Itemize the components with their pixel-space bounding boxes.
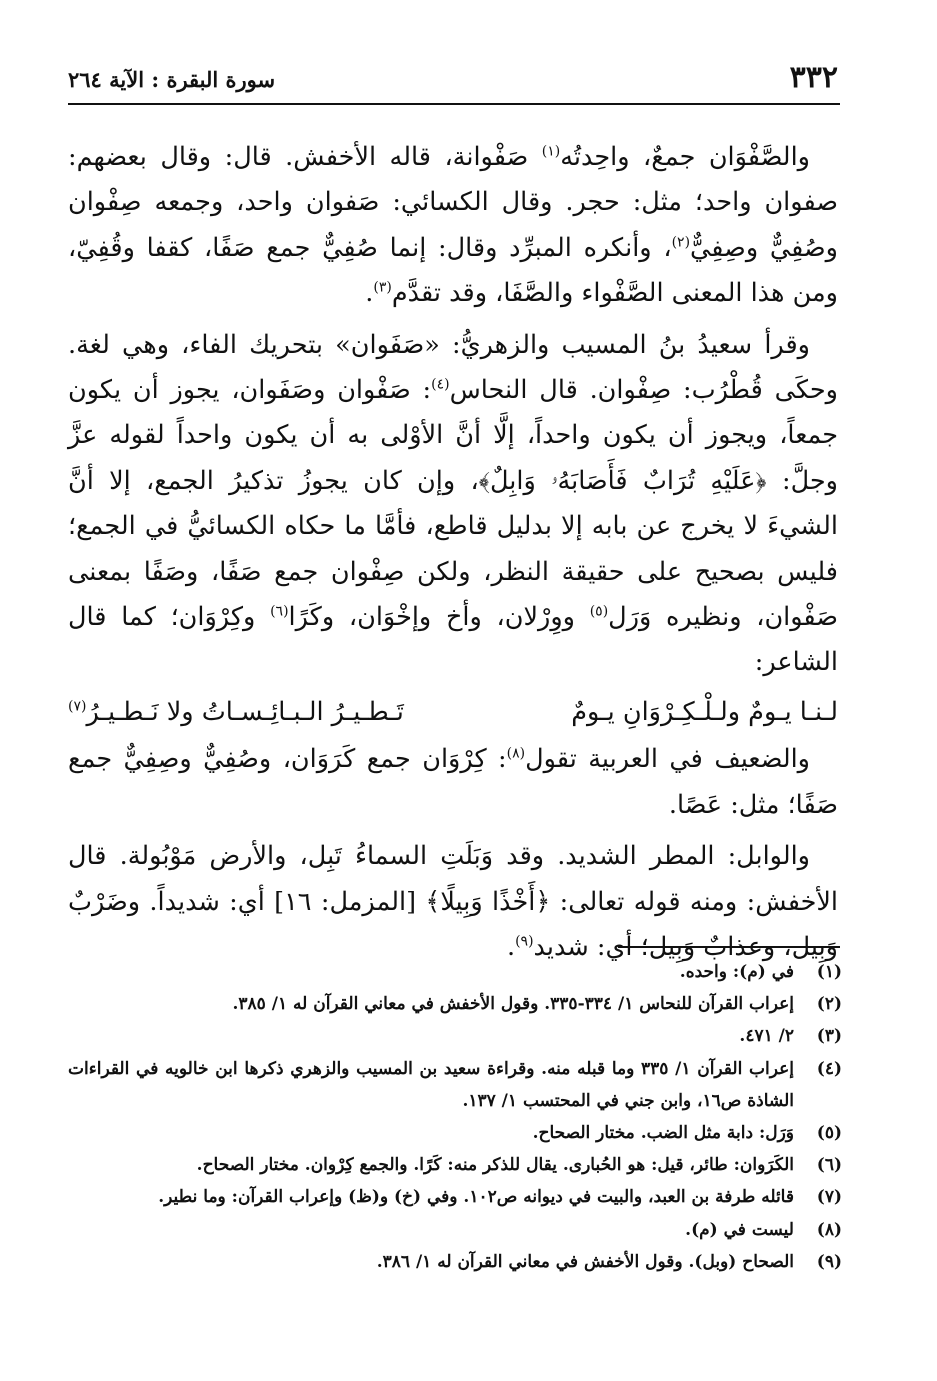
- footnote-number: (١): [816, 962, 842, 982]
- footnote-ref[interactable]: (٤): [431, 376, 450, 393]
- paragraph-weak-usage: والضعيف في العربية تقول$^{(٨)}$: كِرْوَان جمع كَرَوَان، وصُفِيٌّ وصِفِيٌّ جمع صَفًا؛ مثل: عَصًا.: [68, 744, 838, 820]
- footnote: [68, 1246, 842, 1278]
- footnote-ref[interactable]: (٥): [589, 603, 609, 620]
- footnote-ref[interactable]: (٧): [68, 698, 87, 715]
- footnote-number: (٢): [816, 994, 842, 1015]
- footnote-text: في (م): واحده.: [679, 962, 794, 982]
- footnote-number: (٤): [816, 1058, 842, 1079]
- footnote-text: ٢/ ٤٧١.: [739, 1026, 794, 1047]
- footnote: [68, 1214, 842, 1246]
- footnote-text: إعراب القرآن ١/ ٣٣٥ وما قبله منه. وقراءة سعيد بن المسيب والزهري ذكرها ابن خالويه في القراءات الشاذة ص١٦، وابن جني في المحتسب ١/ ١٣٧.: [68, 1058, 794, 1111]
- footnote-ref[interactable]: (٣): [373, 279, 392, 296]
- footnote: [68, 1053, 842, 1117]
- paragraph-safwan: والصَّفْوَان جمعٌ، واحِدتُه$^{(١)}$ صَفْوانة، قاله الأخفش. قال: وقال بعضهم: صفوان واحد؛ مثل: حجر. وقال الكسائي: صَفوان واحد، وجمعه صِفْوان وصُفِيٌّ وصِفِيٌّ$^{(٢)}$، وأنكره المبرِّد وقال: إنما صُفِيٌّ جمع صَفًا، كقفا وقُفِيّ، ومن هذا المعنى الصَّفْواء والصَّفَا، وقد تقدَّم$^{(٣)}$.: [68, 142, 838, 309]
- main-text: [68, 135, 838, 970]
- footnote-text: ليست في (م).: [685, 1219, 794, 1240]
- footnote-ref[interactable]: (١): [541, 143, 561, 160]
- page-number: ٣٣٢: [789, 60, 838, 95]
- footnote-ref[interactable]: (٩): [515, 933, 534, 950]
- footnote-text: الكَرَوان: طائر، قيل: هو الحُبارى. يقال للذكر منه: كَرًا. والجمع كِرْوان. مختار الصحاح.: [196, 1155, 794, 1176]
- footnote-number: (٩): [816, 1251, 842, 1272]
- footnote-number: (٨): [816, 1219, 842, 1240]
- footnote: [68, 1181, 842, 1213]
- header-rule: [68, 103, 840, 105]
- poetry-verse: [68, 690, 838, 735]
- footnote-number: (٧): [816, 1187, 842, 1208]
- footnote-ref[interactable]: (٨): [506, 745, 526, 762]
- footnote-text: إعراب القرآن للنحاس ١/ ٣٣٤-٣٣٥. وقول الأخفش في معاني القرآن له ١/ ٣٨٥.: [232, 994, 794, 1015]
- footnote-ref[interactable]: (٦): [270, 603, 289, 620]
- footnote-ref[interactable]: (٢): [671, 234, 691, 251]
- footnote: [68, 956, 842, 988]
- footnote: [68, 1149, 842, 1181]
- footnote-number: (٥): [816, 1123, 842, 1144]
- page-header: [68, 58, 838, 102]
- footnote-text: وَرَل: دابة مثل الضب. مختار الصحاح.: [532, 1123, 794, 1144]
- footnote-number: (٣): [816, 1026, 842, 1047]
- paragraph-readings: وقرأ سعيدُ بنُ المسيب والزهريُّ: «صَفَوان» بتحريك الفاء، وهي لغة. وحكَى قُطْرُب: صِفْوان. قال النحاس$^{(٤)}$: صَفْوان وصَفَوان، يجوز أن يكون جمعاً، ويجوز أن يكون واحداً، إلَّا أنَّ الأوْلى به أن يكون واحداً لقوله عزَّ وجلَّ: ﴿عَلَيْهِ تُرَابٌ فَأَصَابَهُۥ وَابِلٌ﴾، وإن كان يجوزُ تذكيرُ الجمع، إلا أنَّ الشيءَ لا يخرج عن بابه إلا بدليل قاطع، فأمَّا ما حكاه الكسائيُّ في الجمع؛ فليس بصحيح على حقيقة النظر، ولكن صِفْوان جمع صَفًا، وصَفًا بمعنى صَفْوان، ونظيره وَرَل$^{(٥)}$ ووِرْلان، وأخ وإخْوَان، وكَرًا$^{(٦)}$ وكِرْوَان؛ كما قال الشاعر:: [68, 329, 838, 678]
- verse-second-hemistich: تَـطـيـرُ الـبـائِـسـاتُ ولا نَـطـيـرُ$^{(٧)}$: [68, 696, 404, 727]
- footnote-number: (٦): [816, 1155, 842, 1176]
- footnote-separator: [618, 946, 840, 948]
- footnote: [68, 1020, 842, 1052]
- footnote-text: الصحاح (وبل). وقول الأخفش في معاني القرآن له ١/ ٣٨٦.: [376, 1251, 794, 1272]
- footnotes: [68, 956, 842, 1278]
- verse-first-hemistich: لـنـا يـومٌ ولـلْـكِـرْوَانِ يـومٌ: [571, 696, 838, 727]
- footnote: [68, 1117, 842, 1149]
- paragraph-wabil: والوابل: المطر الشديد. وقد وَبَلَتِ السماءُ تَبِل، والأرض مَوْبُولة. قال الأخفش: ومنه قوله تعالى: ﴿أَخْذًا وَبِيلًا﴾ [المزمل: ١٦] أي: شديداً. وضَرْبٌ وَبِيل، وعذابٌ وَبِيل؛ أي: شديد$^{(٩)}$.: [68, 841, 838, 962]
- running-head: سورة البقرة : الآية ٢٦٤: [68, 67, 276, 92]
- footnote: [68, 988, 842, 1020]
- footnote-text: قائله طرفة بن العبد، والبيت في ديوانه ص١٠٢. وفي (خ) و(ظ) وإعراب القرآن: وما نطير.: [158, 1187, 794, 1208]
